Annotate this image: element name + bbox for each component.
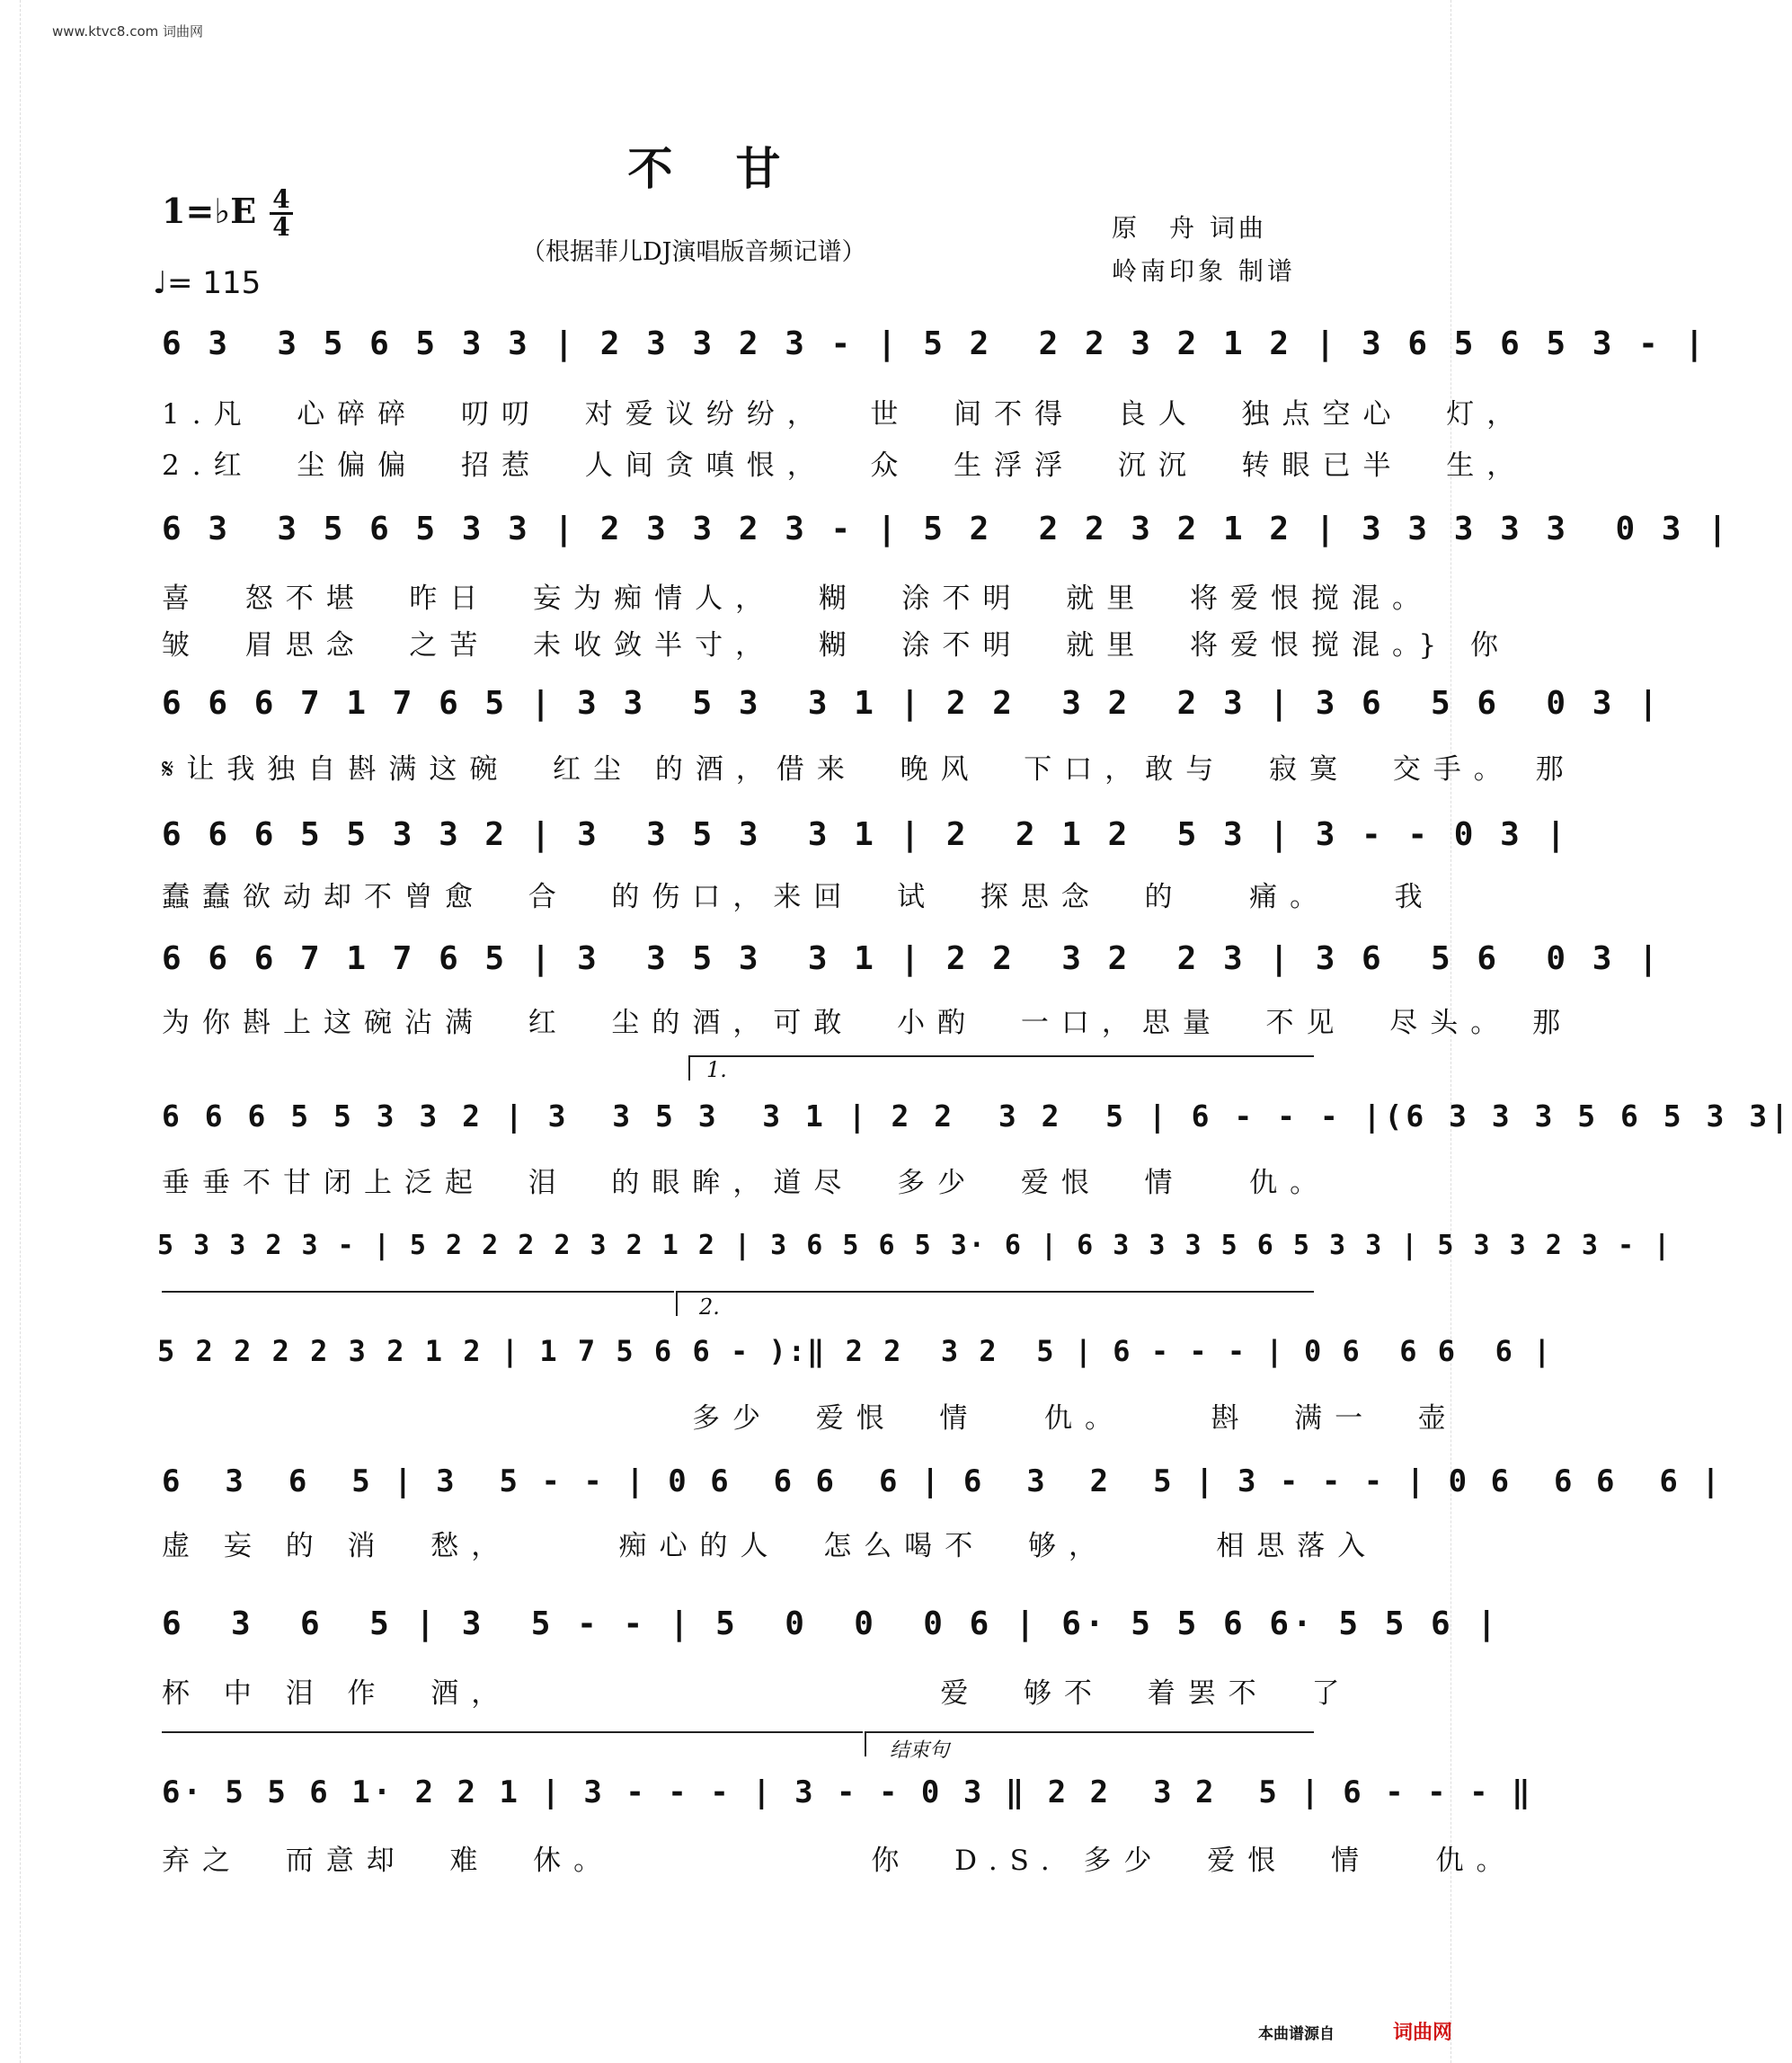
- notation-line-5: 6 6 6 7 1 7 6 5 | 3 3 5 3 3 1 | 2 2 3 2 2 3 | 3 6 5 6 0 3 |: [162, 940, 1662, 977]
- notation-line-4: 6 6 6 5 5 3 3 2 | 3 3 5 3 3 1 | 2 2 1 2 5 3 | 3 - - 0 3 |: [162, 816, 1570, 853]
- footer-source: 本曲谱源自: [1258, 2025, 1335, 2043]
- system-rule-2: [162, 1731, 863, 1733]
- lyric-line-11: 弃之 而意却 难 休。 你 D.S. 多少 爱恨 情 仇。: [162, 1845, 1517, 1877]
- notation-line-7: 5 3 3 2 3 - | 5 2 2 2 2 3 2 1 2 | 3 6 5 6 5 3· 6 | 6 3 3 3 5 6 5 3 3 | 5 3 3 2 3 - |: [157, 1230, 1672, 1261]
- notation-line-1: 6 3 3 5 6 5 3 3 | 2 3 3 2 3 - | 5 2 2 2 3 2 1 2 | 3 6 5 6 5 3 - |: [162, 325, 1708, 362]
- notation-line-9: 6 3 6 5 | 3 5 - - | 0 6 6 6 6 | 6 3 2 5 | 3 - - - | 0 6 6 6 6 |: [162, 1463, 1723, 1499]
- lyric-line-6: 垂垂不甘闭上泛起 泪 的眼眸，道尽 多少 爱恨 情 仇。: [162, 1167, 1331, 1199]
- notation-line-2: 6 3 3 5 6 5 3 3 | 2 3 3 2 3 - | 5 2 2 2 3 2 1 2 | 3 3 3 3 3 0 3 |: [162, 511, 1731, 547]
- volta-1-bracket: [688, 1055, 1314, 1080]
- lyric-line-2b: 皱 眉思念 之苦 未收敛半寸， 糊 涂不明 就里 将爱恨搅混。} 你: [162, 629, 1512, 662]
- time-bottom: 4: [272, 212, 290, 242]
- notation-line-3: 6 6 6 7 1 7 6 5 | 3 3 5 3 3 1 | 2 2 3 2 2 3 | 3 6 5 6 0 3 |: [162, 685, 1662, 722]
- notation-line-8: 5 2 2 2 2 3 2 1 2 | 1 7 5 6 6 - ):‖ 2 2 3 2 5 | 6 - - - | 0 6 6 6 6 |: [157, 1334, 1553, 1368]
- key-signature: 1=♭E: [162, 191, 257, 231]
- lyric-line-3: 𝄋让我独自斟满这碗 红尘 的酒，借来 晚风 下口，敢与 寂寞 交手。 那: [162, 753, 1576, 786]
- lyric-line-1b: 2.红 尘偏偏 招惹 人间贪嗔恨， 众 生浮浮 沉沉 转眼已半 生，: [162, 449, 1528, 482]
- left-margin-strip: [0, 0, 21, 2063]
- lyric-line-2a: 喜 怒不堪 昨日 妄为痴情人， 糊 涂不明 就里 将爱恨搅混。: [162, 582, 1433, 615]
- lyric-line-8: 多少 爱恨 情 仇。 斟 满一 壶: [692, 1402, 1459, 1435]
- notation-line-10: 6 3 6 5 | 3 5 - - | 5 0 0 0 6 | 6· 5 5 6 6· 5 5 6 |: [162, 1605, 1501, 1642]
- notation-line-11: 6· 5 5 6 1· 2 2 1 | 3 - - - | 3 - - 0 3 ‖ 2 2 3 2 5 | 6 - - - ‖: [162, 1774, 1533, 1810]
- credit-score: 岭南印象 制谱: [1112, 256, 1296, 286]
- lyric-line-10: 杯 中 泪 作 酒， 爱 够不 着罢不 了: [162, 1677, 1353, 1710]
- ending-label: 结束句: [890, 1739, 950, 1762]
- lyric-line-4: 蠢蠢欲动却不曾愈 合 的伤口，来回 试 探思念 的 痛。 我: [162, 881, 1435, 913]
- site-url[interactable]: www.ktvc8.com 词曲网: [52, 23, 204, 40]
- lyric-line-1a: 1.凡 心碎碎 叨叨 对爱议纷纷， 世 间不得 良人 独点空心 灯，: [162, 398, 1528, 431]
- volta-2-label: 2.: [699, 1294, 720, 1320]
- page-title: 不甘: [627, 142, 844, 195]
- footer-brand-logo[interactable]: 词曲网: [1393, 2022, 1453, 2044]
- notation-line-6: 6 6 6 5 5 3 3 2 | 3 3 5 3 3 1 | 2 2 3 2 5 | 6 - - - |(6 3 3 3 5 6 5 3 3|: [162, 1098, 1792, 1134]
- volta-2-bracket: [676, 1291, 1314, 1316]
- subtitle: （根据菲儿DJ演唱版音频记谱）: [521, 238, 866, 266]
- time-signature: [270, 184, 293, 242]
- lyric-line-9: 虚 妄 的 消 愁， 痴心的人 怎么喝不 够， 相思落入: [162, 1530, 1379, 1562]
- system-rule: [162, 1291, 674, 1293]
- time-top: 4: [272, 184, 290, 214]
- lyric-line-5: 为你斟上这碗沾满 红 尘的酒，可敢 小酌 一口，思量 不见 尽头。 那: [162, 1007, 1574, 1039]
- volta-1-label: 1.: [706, 1057, 727, 1082]
- tempo-mark: ♩= 115: [153, 265, 262, 301]
- credit-lyric: 原 舟 词曲: [1112, 213, 1267, 243]
